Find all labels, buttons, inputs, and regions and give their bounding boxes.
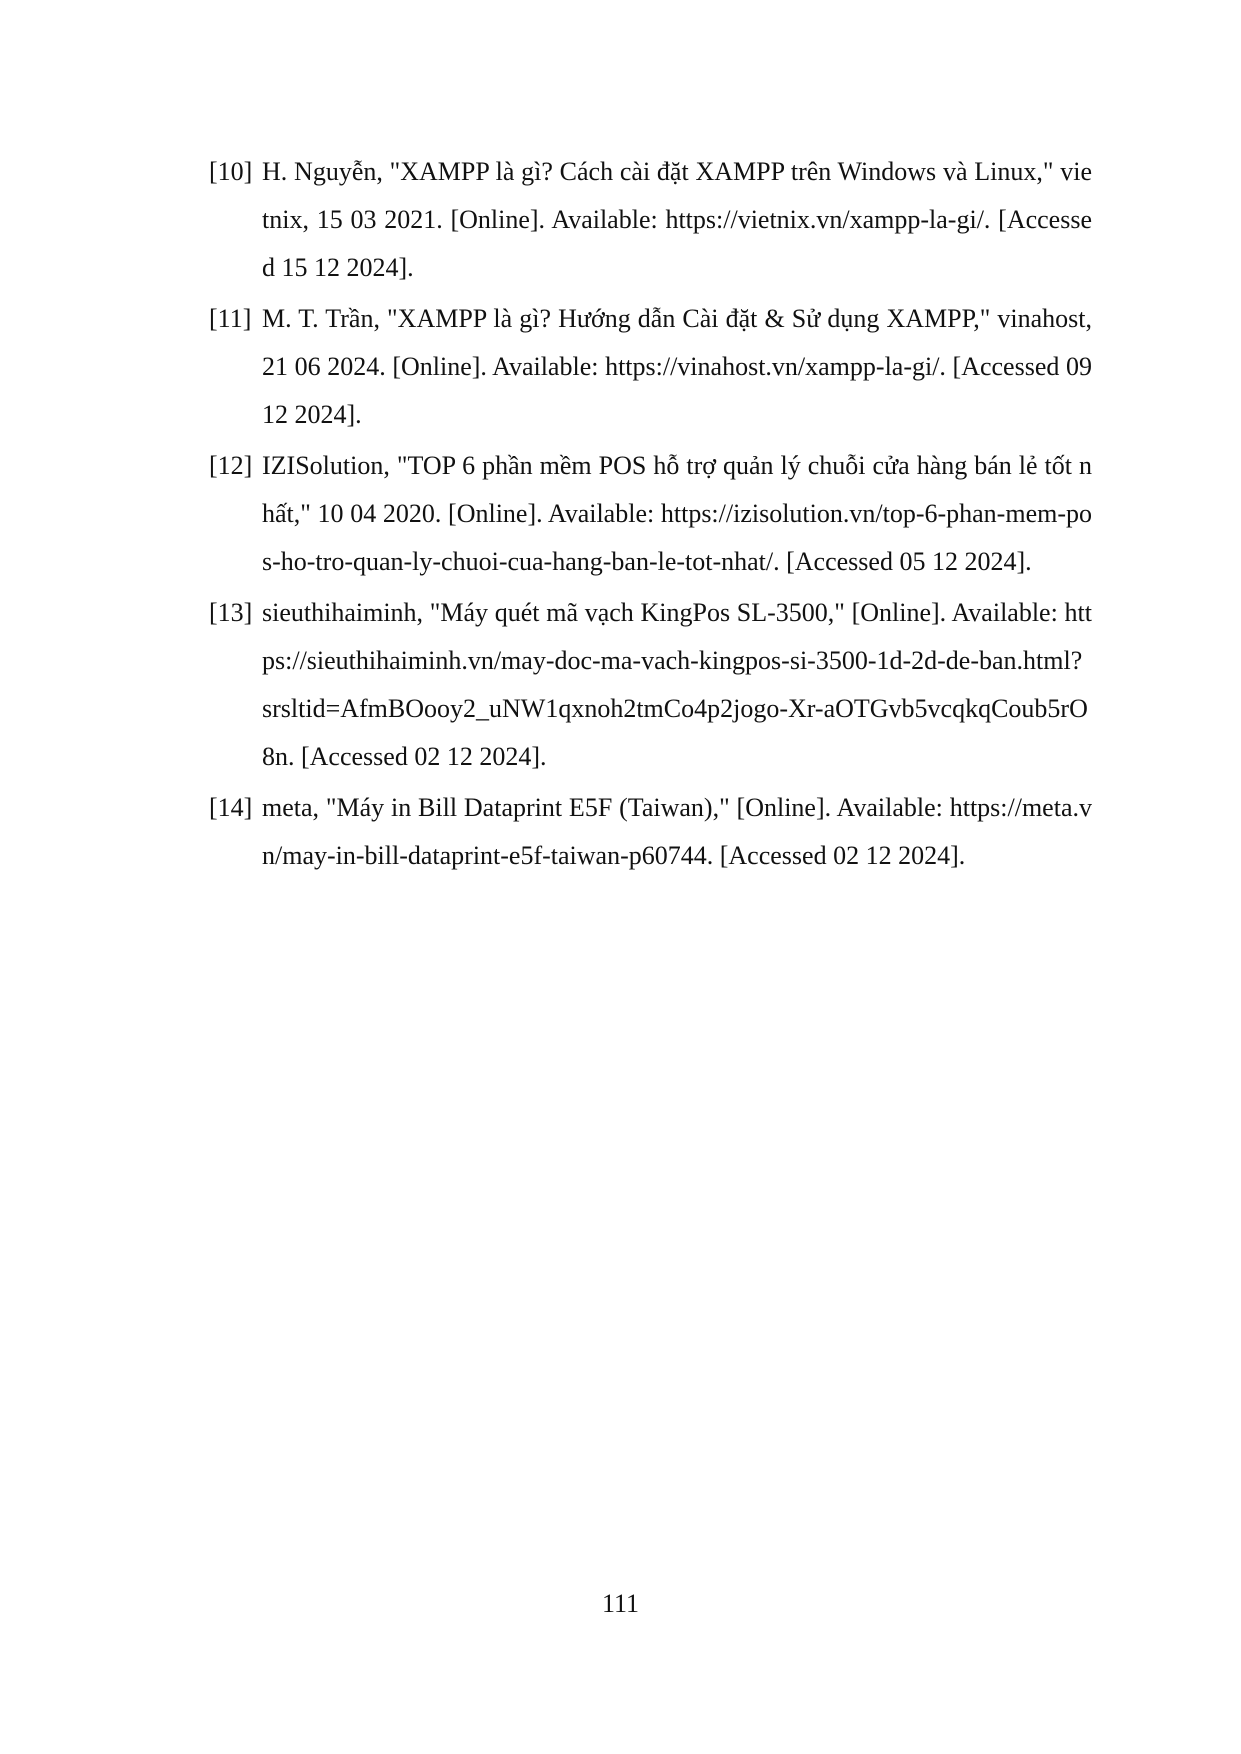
page-number: 111 (601, 1589, 640, 1618)
reference-text: IZISolution, "TOP 6 phần mềm POS hỗ trợ quản lý chuỗi cửa hàng bán lẻ tốt nhất," 10 04 2020. [Online]. Available: https://izisolution.vn/top-6-phan-mem-pos-ho-tro-quan-ly-chuoi-cua-hang-ban-le-tot-nhat/. [Accessed 05 12 2024]. (262, 451, 1092, 576)
reference-number: [12] (209, 451, 253, 480)
reference-item (209, 784, 1092, 880)
reference-number: [10] (209, 157, 253, 186)
reference-number: [11] (209, 304, 252, 333)
reference-list (209, 148, 1092, 883)
reference-item (209, 589, 1092, 781)
reference-text: H. Nguyễn, "XAMPP là gì? Cách cài đặt XAMPP trên Windows và Linux," vietnix, 15 03 2021. [Online]. Available: https://vietnix.vn/xampp-la-gi/. [Accessed 15 12 2024]. (262, 157, 1092, 282)
reference-item (209, 442, 1092, 586)
reference-text: M. T. Trần, "XAMPP là gì? Hướng dẫn Cài đặt & Sử dụng XAMPP," vinahost, 21 06 2024. [Online]. Available: https://vinahost.vn/xampp-la-gi/. [Accessed 09 12 2024]. (262, 304, 1092, 429)
reference-number: [13] (209, 598, 253, 627)
reference-text: sieuthihaiminh, "Máy quét mã vạch KingPos SL-3500," [Online]. Available: https://sieuthihaiminh.vn/may-doc-ma-vach-kingpos-si-3500-1d-2d-de-ban.html?srsltid=AfmBOooy2_uNW1qxnoh2tmCo4p2jogo-Xr-aOTGvb5vcqkqCoub5rO8n. [Accessed 02 12 2024]. (262, 598, 1092, 771)
reference-item (209, 148, 1092, 292)
reference-item (209, 295, 1092, 439)
reference-text: meta, "Máy in Bill Dataprint E5F (Taiwan)," [Online]. Available: https://meta.vn/may-in-bill-dataprint-e5f-taiwan-p60744. [Accessed 02 12 2024]. (262, 793, 1092, 870)
reference-number: [14] (209, 793, 253, 822)
